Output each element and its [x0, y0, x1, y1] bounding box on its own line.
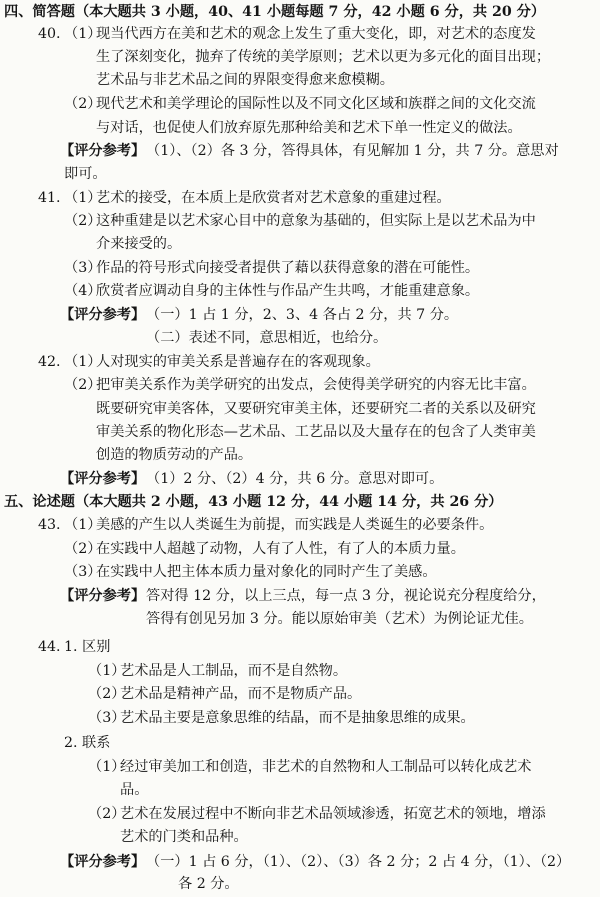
q40-item1-no: （1） [64, 26, 102, 42]
q41-item3-no: （3） [64, 260, 102, 276]
q41-item4-no: （4） [64, 283, 102, 299]
q41-item4-line1: 欣赏者应调动自身的主体性与作品产生共鸣，才能重建意象。 [96, 283, 480, 299]
section5-title: 五、论述题 [4, 494, 75, 510]
q43-ref-line2: 答得有创见另加 3 分。能以原始审美（艺术）为例论证尤佳。 [146, 611, 533, 627]
q44-part1-item2-no: （2） [88, 686, 126, 702]
q44-part2-item1-no: （1） [88, 759, 126, 775]
q43-item1-no: （1） [64, 517, 102, 533]
q44-part1-item3-no: （3） [88, 710, 126, 726]
q44-part1-item3-text: 艺术品主要是意象思维的结晶，而不是抽象思维的成果。 [120, 710, 475, 726]
q41-ref-label: 【评分参考】 [60, 307, 146, 323]
q43-item3-line1: 在实践中人把主体本质力量对象化的同时产生了美感。 [96, 564, 437, 580]
q42-item2-line3: 审美关系的物化形态—艺术品、工艺品以及大量存在的包含了人类审美 [96, 424, 536, 440]
q44-part1-title: 1. 区别 [64, 639, 111, 655]
q44-part1-item1-text: 艺术品是人工制品，而不是自然物。 [120, 663, 348, 679]
q44-ref-line1: （一）1 占 6 分，（1）、（2）、（3）各 2 分；2 占 4 分，（1）、（2） [146, 854, 571, 870]
section5-heading [4, 492, 503, 514]
q41-item1-no: （1） [64, 190, 102, 206]
q40-ref-line2: 即可。 [64, 166, 107, 182]
section4-note: （本大题共 3 小题，40、41 小题每题 7 分，42 小题 6 分，共 20 分） [74, 4, 546, 20]
q41-item2-no: （2） [64, 213, 102, 229]
q40-ref-line1: （1）、（2）各 3 分，答得具体，有见解加 1 分，共 7 分。意思对 [146, 143, 559, 159]
q44-part2-item2-no: （2） [88, 806, 126, 822]
q43-ref-line1: 答对得 12 分，以上三点，每一点 3 分，视论说充分程度给分， [146, 588, 546, 604]
q43-item3-no: （3） [64, 564, 102, 580]
q42-item2-line4: 创造的物质劳动的产品。 [96, 447, 253, 463]
q41-item2-line2: 介来接受的。 [96, 236, 182, 252]
q44-ref-label: 【评分参考】 [60, 854, 146, 870]
q40-item1-line1: 现当代西方在美和艺术的观念上发生了重大变化，即，对艺术的态度发 [96, 26, 536, 42]
q44-part2-title: 2. 联系 [64, 735, 111, 751]
q41-number: 41. [38, 190, 61, 206]
q42-ref-label: 【评分参考】 [60, 471, 146, 487]
q40-ref-label: 【评分参考】 [60, 143, 146, 159]
section4-heading [4, 2, 545, 24]
q42-ref-line1: （1）2 分、（2）4 分，共 6 分。意思对即可。 [146, 471, 444, 487]
section5-note: （本大题共 2 小题，43 小题 12 分，44 小题 14 分，共 26 分） [74, 494, 503, 510]
q42-item2-line2: 既要研究审美客体，又要研究审美主体，还要研究二者的关系以及研究 [96, 401, 536, 417]
q43-item2-line1: 在实践中人超越了动物，人有了人性，有了人的本质力量。 [96, 541, 465, 557]
q41-item2-line1: 这种重建是以艺术家心目中的意象为基础的，但实际上是以艺术品为中 [96, 213, 536, 229]
q42-item2-no: （2） [64, 377, 102, 393]
q44-part1-item1-no: （1） [88, 663, 126, 679]
q41-item3-line1: 作品的符号形式向接受者提供了藉以获得意象的潜在可能性。 [96, 260, 480, 276]
q44-ref-line2: 各 2 分。 [178, 876, 239, 892]
q40-number: 40. [38, 26, 61, 42]
section4-title: 四、简答题 [4, 4, 75, 20]
q40-item1-line2: 生了深刻变化，抛弃了传统的美学原则；艺术以更为多元化的面目出现； [96, 49, 551, 65]
q40-item2-no: （2） [64, 96, 102, 112]
q44-number: 44. [38, 639, 61, 655]
q41-item1-line1: 艺术的接受，在本质上是欣赏者对艺术意象的重建过程。 [96, 190, 451, 206]
q44-part1-item2-text: 艺术品是精神产品，而不是物质产品。 [120, 686, 362, 702]
q42-item2-line1: 把审美关系作为美学研究的出发点，会使得美学研究的内容无比丰富。 [96, 377, 536, 393]
q42-number: 42. [38, 354, 61, 370]
q40-item2-line2: 与对话，也促使人们放弃原先那种给美和艺术下单一性定义的做法。 [96, 120, 522, 136]
q44-part2-item2-line1: 艺术在发展过程中不断向非艺术品领域渗透，拓宽艺术的领地，增添 [120, 806, 546, 822]
q43-ref-label: 【评分参考】 [60, 588, 146, 604]
q43-number: 43. [38, 517, 61, 533]
q44-part2-item2-line2: 艺术的门类和品种。 [120, 829, 248, 845]
q40-item2-line1: 现代艺术和美学理论的国际性以及不同文化区域和族群之间的文化交流 [96, 96, 536, 112]
q44-part2-item1-line1: 经过审美加工和创造，非艺术的自然物和人工制品可以转化成艺术 [120, 759, 532, 775]
q42-item1-no: （1） [64, 354, 102, 370]
q41-ref-line2: （二）表述不同，意思相近，也给分。 [146, 330, 388, 346]
q44-part2-item1-line2: 品。 [120, 782, 149, 798]
q42-item1-line1: 人对现实的审美关系是普遍存在的客观现象。 [96, 354, 380, 370]
q43-item1-line1: 美感的产生以人类诞生为前提，而实践是人类诞生的必要条件。 [96, 517, 494, 533]
q40-item1-line3: 艺术品与非艺术品之间的界限变得愈来愈模糊。 [96, 72, 394, 88]
q43-item2-no: （2） [64, 541, 102, 557]
q41-ref-line1: （一）1 占 1 分，2、3、4 各占 2 分，共 7 分。 [146, 307, 459, 323]
